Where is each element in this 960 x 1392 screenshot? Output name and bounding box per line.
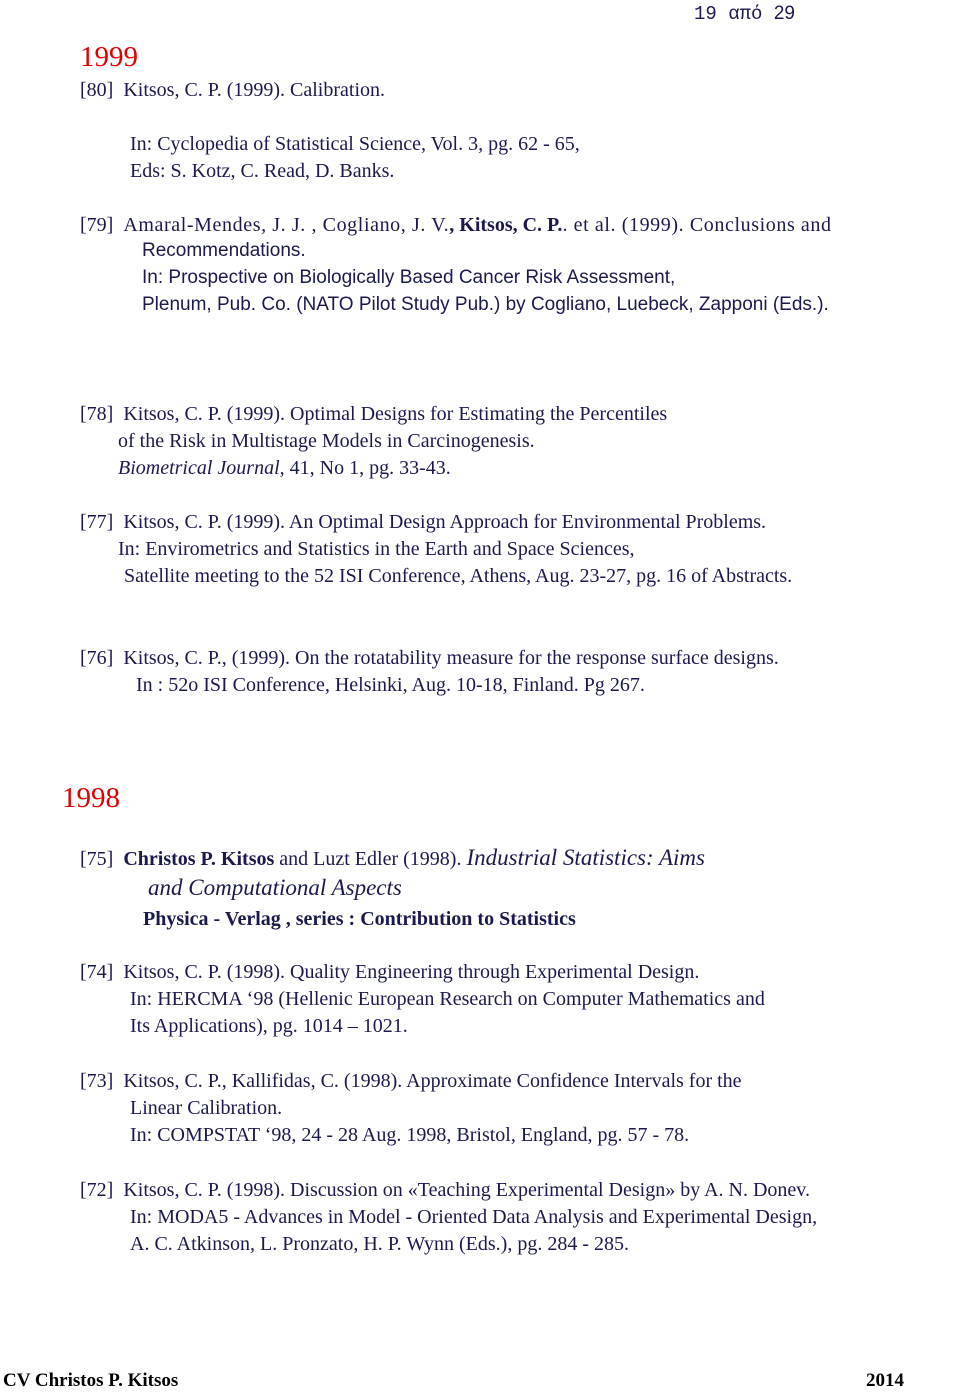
ref-75-line-2: and Computational Aspects xyxy=(148,875,402,900)
ref-73-line-1 xyxy=(80,1069,742,1093)
year-heading-1998: 1998 xyxy=(62,782,120,814)
ref-79-number: [79] xyxy=(80,214,114,236)
ref-74-number: [74] xyxy=(80,961,114,983)
year-heading-1999: 1999 xyxy=(80,41,138,73)
ref-79-line-3: In: Prospective on Biologically Based Cancer Risk Assessment, xyxy=(142,267,676,288)
ref-75-number: [75] xyxy=(80,848,114,870)
footer-year: 2014 xyxy=(866,1370,904,1391)
ref-79-line-2: Recommendations. xyxy=(142,240,306,261)
ref-79-title: . et al. (1999). Conclusions and xyxy=(562,214,832,236)
ref-80-text: Kitsos, C. P. (1999). Calibration. xyxy=(123,79,385,101)
ref-80-line-3: Eds: S. Kotz, C. Read, D. Banks. xyxy=(130,160,395,182)
ref-78-line-1 xyxy=(80,402,667,426)
ref-78-journal: Biometrical Journal xyxy=(118,457,280,479)
ref-80-line-1 xyxy=(80,78,385,102)
page-number-prefix: 19 από xyxy=(694,3,763,25)
ref-75-author-bold: Christos P. Kitsos xyxy=(123,848,275,870)
ref-80-number: [80] xyxy=(80,79,114,101)
ref-79-authors: Amaral-Mendes, J. J. , Cogliano, J. V. xyxy=(123,214,450,236)
ref-77-number: [77] xyxy=(80,511,114,533)
ref-73-text: Kitsos, C. P., Kallifidas, C. (1998). Approximate Confidence Intervals for the xyxy=(123,1070,742,1092)
ref-80-line-2: In: Cyclopedia of Statistical Science, Vol. 3, pg. 62 - 65, xyxy=(130,133,580,155)
ref-74-text: Kitsos, C. P. (1998). Quality Engineering through Experimental Design. xyxy=(123,961,700,983)
footer-author: CV Christos P. Kitsos xyxy=(3,1370,179,1391)
ref-76-number: [76] xyxy=(80,647,114,669)
page-number-total: 29 xyxy=(773,3,795,24)
ref-74-line-1 xyxy=(80,960,699,984)
ref-73-line-3: In: COMPSTAT ‘98, 24 - 28 Aug. 1998, Bristol, England, pg. 57 - 78. xyxy=(130,1124,690,1146)
ref-78-text: Kitsos, C. P. (1999). Optimal Designs for Estimating the Percentiles xyxy=(123,403,668,425)
ref-78-number: [78] xyxy=(80,403,114,425)
ref-72-number: [72] xyxy=(80,1179,114,1201)
page-number xyxy=(694,3,795,25)
ref-75-coauthor: and Luzt Edler (1998). xyxy=(274,848,467,870)
ref-78-line-3 xyxy=(118,456,451,480)
ref-74-line-2: In: HERCMA ‘98 (Hellenic European Research on Computer Mathematics and xyxy=(130,988,765,1010)
ref-73-number: [73] xyxy=(80,1070,114,1092)
ref-75-title: Industrial Statistics: Aims xyxy=(466,845,705,870)
ref-76-line-2: In : 52o ISI Conference, Helsinki, Aug. 10-18, Finland. Pg 267. xyxy=(136,674,645,696)
ref-72-line-2: In: MODA5 - Advances in Model - Oriented Data Analysis and Experimental Design, xyxy=(130,1206,818,1228)
ref-79-author-bold: , Kitsos, C. P. xyxy=(449,214,563,236)
ref-78-line-2: of the Risk in Multistage Models in Carcinogenesis. xyxy=(118,430,535,452)
ref-77-line-1 xyxy=(80,510,766,534)
ref-79-line-1 xyxy=(80,213,832,237)
ref-77-line-3: Satellite meeting to the 52 ISI Conference, Athens, Aug. 23-27, pg. 16 of Abstracts. xyxy=(124,565,793,587)
ref-74-line-3: Its Applications), pg. 1014 – 1021. xyxy=(130,1015,408,1037)
ref-73-line-2: Linear Calibration. xyxy=(130,1097,283,1119)
ref-78-volume: , 41, No 1, pg. 33-43. xyxy=(279,457,451,479)
ref-77-text: Kitsos, C. P. (1999). An Optimal Design Approach for Environmental Problems. xyxy=(123,511,767,533)
ref-77-line-2: In: Envirometrics and Statistics in the Earth and Space Sciences, xyxy=(118,538,635,560)
ref-76-line-1 xyxy=(80,646,779,670)
ref-75-line-3: Physica - Verlag , series : Contribution to Statistics xyxy=(143,908,576,930)
ref-75-line-1 xyxy=(80,846,705,871)
ref-79-line-4: Plenum, Pub. Co. (NATO Pilot Study Pub.) by Cogliano, Luebeck, Zapponi (Eds.). xyxy=(142,294,829,315)
ref-72-line-1 xyxy=(80,1178,810,1202)
ref-72-line-3: A. C. Atkinson, L. Pronzato, H. P. Wynn (Eds.), pg. 284 - 285. xyxy=(130,1233,629,1255)
ref-76-text: Kitsos, C. P., (1999). On the rotatability measure for the response surface designs. xyxy=(123,647,779,669)
ref-72-text: Kitsos, C. P. (1998). Discussion on «Teaching Experimental Design» by A. N. Donev. xyxy=(123,1179,811,1201)
